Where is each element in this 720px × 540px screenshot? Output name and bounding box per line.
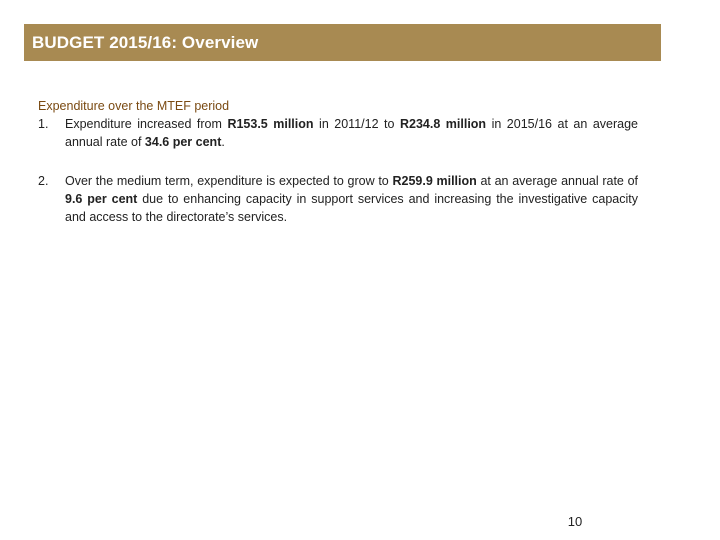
title-banner <box>24 24 661 61</box>
highlight-rate: 34.6 per cent <box>144 135 222 149</box>
highlight-amount: R234.8 million <box>399 117 487 131</box>
text-segment: due to enhancing capacity in support services and increasing the investigative capacity and access to the directorate’s services. <box>65 192 638 224</box>
highlight-amount: R153.5 million <box>227 117 314 131</box>
list-item-text <box>65 115 638 151</box>
list-item-number: 1. <box>38 117 49 131</box>
text-segment: at an average annual rate of <box>476 174 638 188</box>
slide-title: BUDGET 2015/16: Overview <box>32 32 259 52</box>
section-heading: Expenditure over the MTEF period <box>38 99 230 113</box>
highlight-rate: 9.6 per cent <box>65 192 138 206</box>
text-segment: . <box>221 135 225 149</box>
list-item <box>38 115 638 151</box>
text-segment: Expenditure increased from <box>65 117 228 131</box>
list-item-number: 2. <box>38 174 49 188</box>
list-item <box>38 172 638 226</box>
text-segment: in 2011/12 to <box>313 117 400 131</box>
page-number: 10 <box>567 514 583 529</box>
list-item-text <box>65 172 638 226</box>
text-segment: in 2015/16 at an average annual rate of <box>65 117 638 149</box>
highlight-amount: R259.9 million <box>392 174 477 188</box>
slide-content <box>38 97 638 226</box>
text-segment: Over the medium term, expenditure is expected to grow to <box>65 174 393 188</box>
